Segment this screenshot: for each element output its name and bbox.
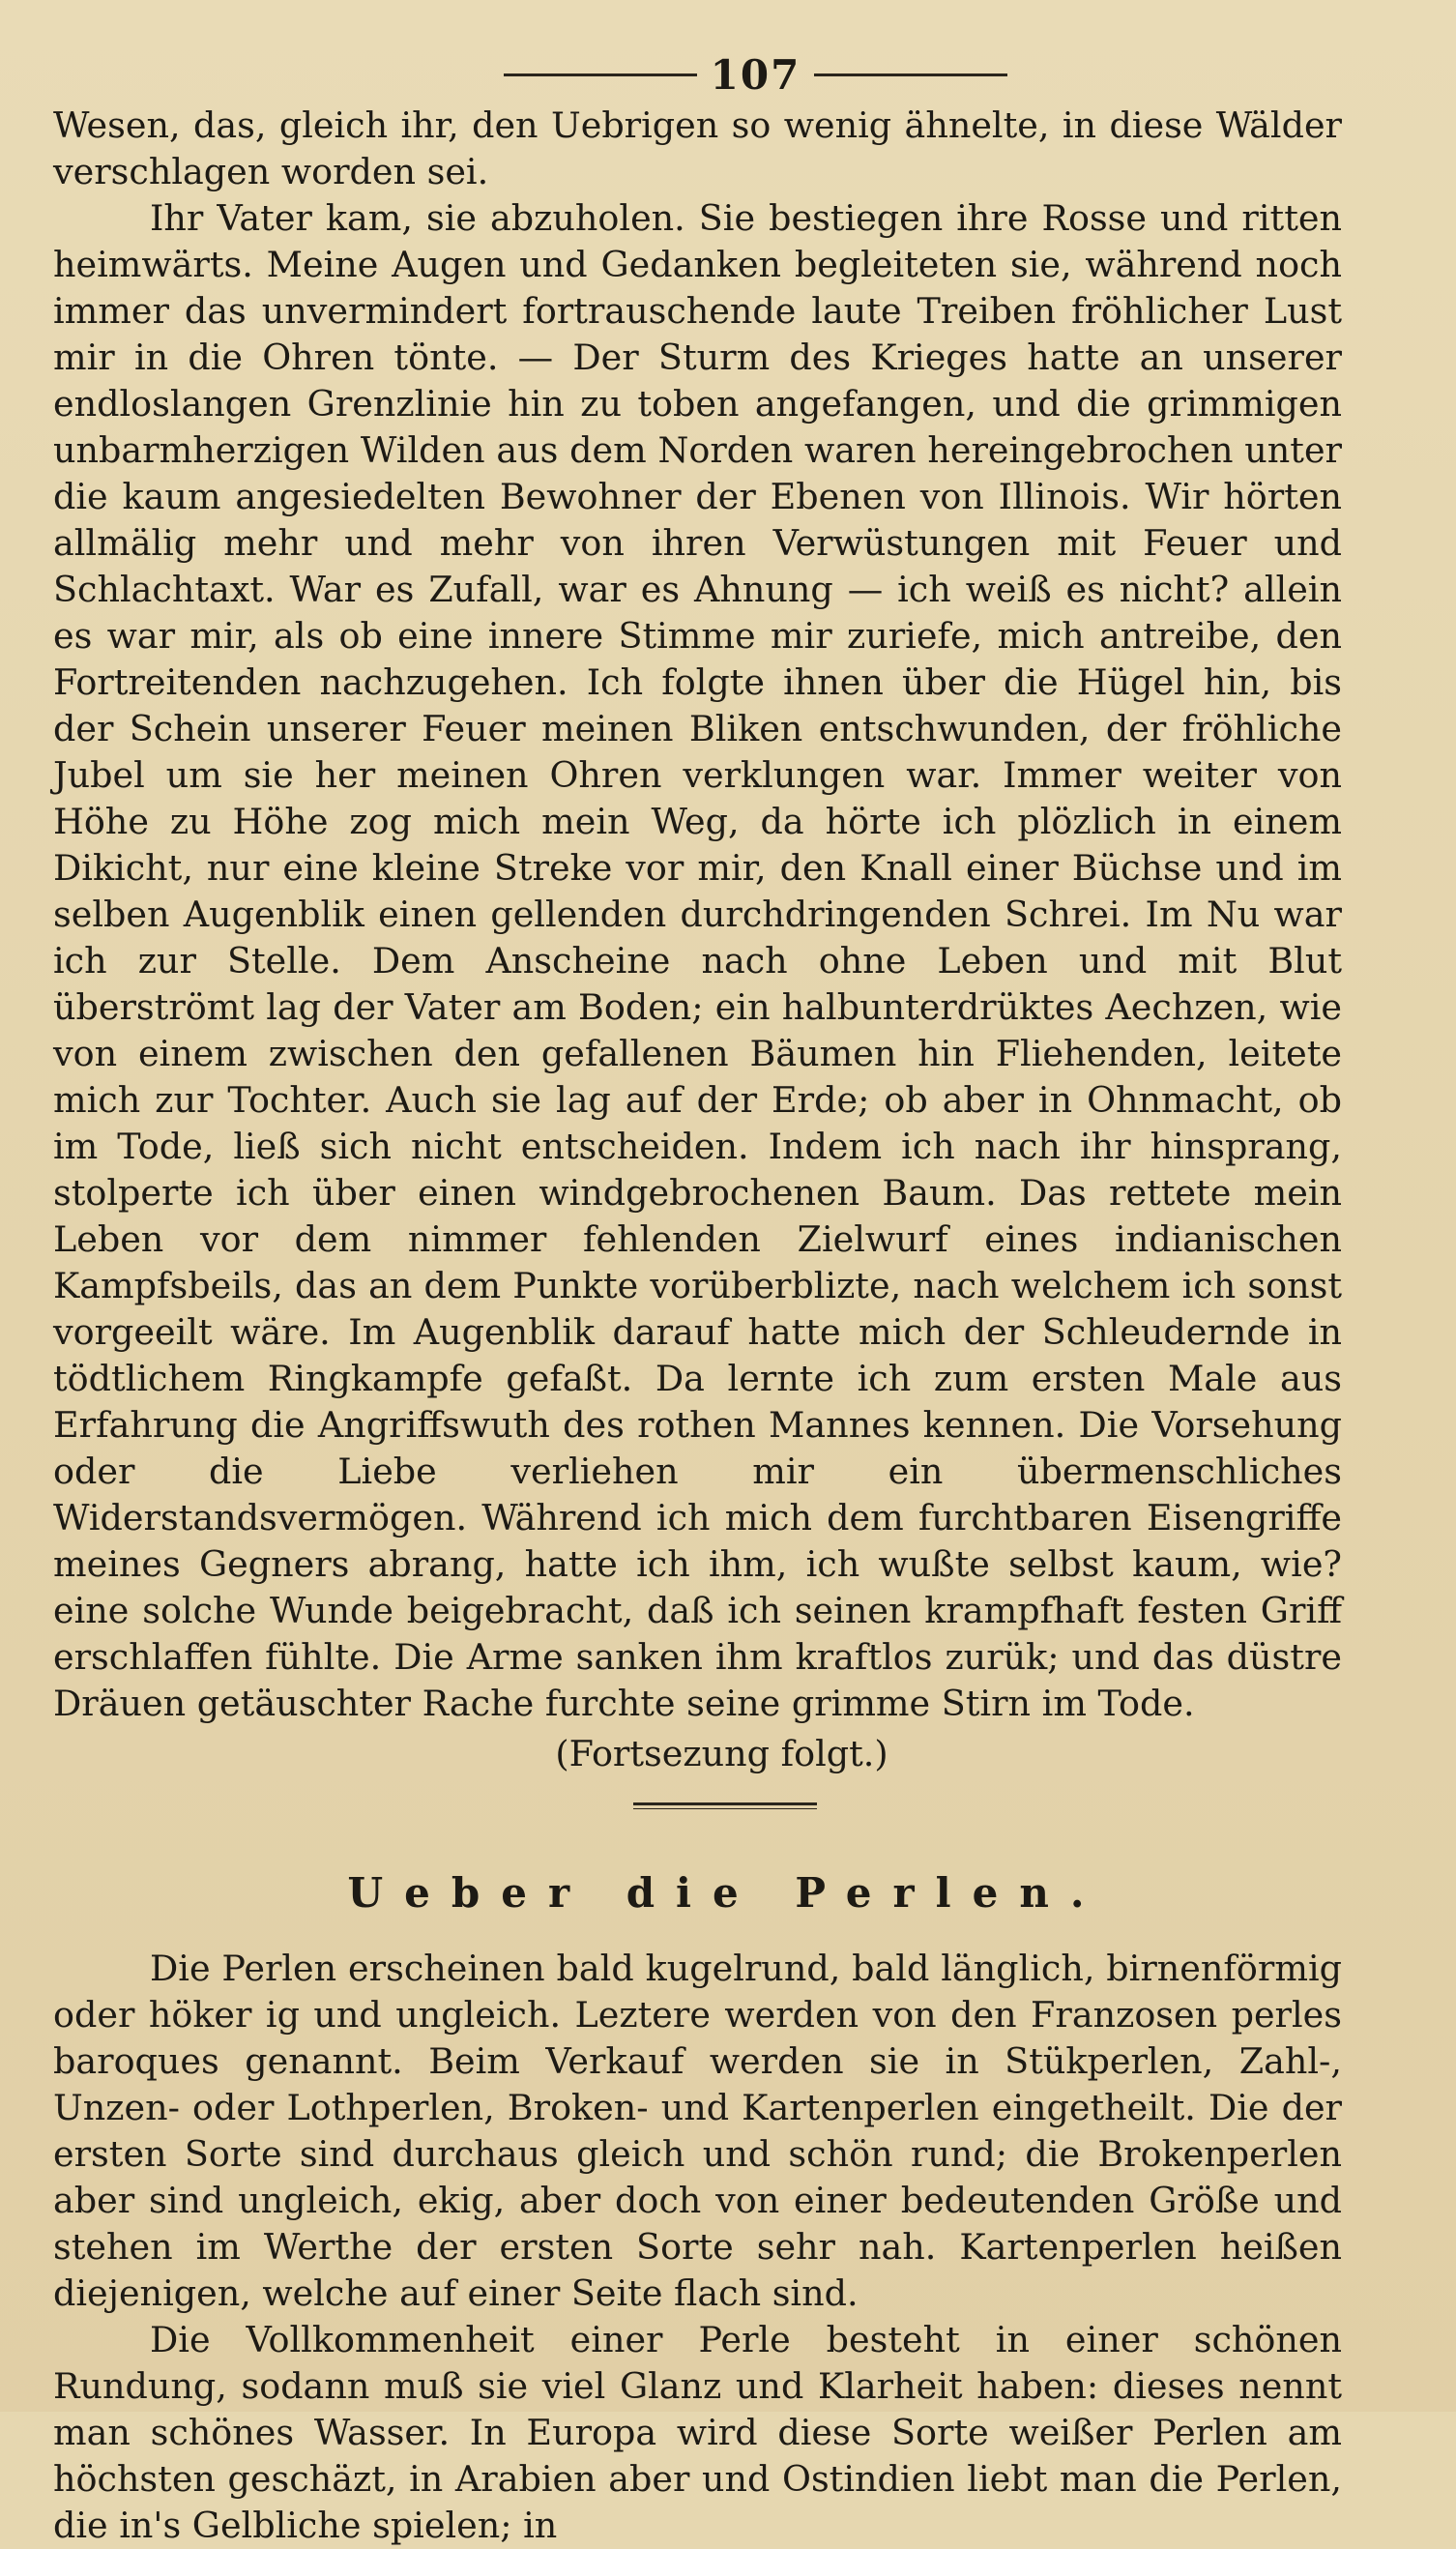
header-rule-right: [814, 73, 1007, 76]
continuation-note: (Fortsezung folgt.): [555, 1733, 888, 1774]
article-section: [53, 1946, 1342, 2549]
article-paragraph: Die Vollkommenheit einer Perle besteht in einer schönen Rundung, sodann muß sie viel Glanz und Klarheit haben: dieses nennt man schönes Wasser. In Europa wird diese Sorte weißer Perlen am höchsten geschäzt, in Arabien aber und Ostindien liebt man die Perlen, die in's Gelbliche spielen; in: [53, 2319, 1342, 2546]
story-paragraph: Ihr Vater kam, sie abzuholen. Sie bestiegen ihre Rosse und ritten heimwärts. Meine Augen und Gedanken begleiteten sie, während noch immer das unvermindert fortrauschende laute Treiben fröhlicher Lust mir in die Ohren tönte. — Der Sturm des Krieges hatte an unserer endloslangen Grenzlinie hin zu toben angefangen, und die grimmigen unbarmherzigen Wilden aus dem Norden waren hereingebrochen unter die kaum angesiedelten Bewohner der Ebenen von Illinois. Wir hörten allmälig mehr und mehr von ihren Verwüstungen mit Feuer und Schlachtaxt. War es Zufall, war es Ahnung — ich weiß es nicht? allein es war mir, als ob eine innere Stimme mir zuriefe, mich antreibe, den Fortreitenden nachzugehen. Ich folgte ihnen über die Hügel hin, bis der Schein unserer Feuer meinen Bliken entschwunden, der fröhliche Jubel um sie her meinen Ohren verklungen war. Immer weiter von Höhe zu Höhe zog mich mein Weg, da hörte ich plözlich in einem Dikicht, nur eine kleine Streke vor mir, den Knall einer Büchse und im selben Augenblik einen gellenden durchdringenden Schrei. Im Nu war ich zur Stelle. Dem Anscheine nach ohne Leben und mit Blut überströmt lag der Vater am Boden; ein halbunterdrüktes Aechzen, wie von einem zwischen den gefallenen Bäumen hin Fliehenden, leitete mich zur Tochter. Auch sie lag auf der Erde; ob aber in Ohnmacht, ob im Tode, ließ sich nicht entscheiden. Indem ich nach ihr hinsprang, stolperte ich über einen windgebrochenen Baum. Das rettete mein Leben vor dem nimmer fehlenden Zielwurf eines indianischen Kampfsbeils, das an dem Punkte vorüberblizte, nach welchem ich sonst vorgeeilt wäre. Im Augenblik darauf hatte mich der Schleudernde in tödtlichem Ringkampfe gefaßt. Da lernte ich zum ersten Male aus Erfahrung die Angriffswuth des rothen Mannes kennen. Die Vorsehung oder die Liebe verliehen mir ein übermenschliches Widerstandsvermögen. Während ich mich dem furchtbaren Eisengriffe meines Gegners abrang, hatte ich ihm, ich wußte selbst kaum, wie? eine solche Wunde beigebracht, daß ich seinen krampfhaft festen Griff erschlaffen fühlte. Die Arme sanken ihm kraftlos zurük; und das düstre Dräuen getäuschter Rache furchte seine grimme Stirn im Tode.: [53, 197, 1342, 1724]
story-paragraph: Wesen, das, gleich ihr, den Uebrigen so wenig ähnelte, in diese Wälder verschlagen worden sei.: [53, 104, 1342, 192]
section-divider: [633, 1802, 817, 1809]
story-section: [53, 103, 1342, 1727]
page-number: 107: [710, 50, 801, 99]
page-header: [169, 46, 1342, 103]
header-rule-left: [504, 73, 697, 76]
article-paragraph: Die Perlen erscheinen bald kugelrund, bald länglich, birnenförmig oder höker ig und ungleich. Leztere werden von den Franzosen perles baroques genannt. Beim Verkauf werden sie in Stükperlen, Zahl-, Unzen- oder Lothperlen, Broken- und Kartenperlen eingetheilt. Die der ersten Sorte sind durchaus gleich und schön rund; die Brokenperlen aber sind ungleich, ekig, aber doch von einer bedeutenden Größe und stehen im Werthe der ersten Sorte sehr nah. Kartenperlen heißen diejenigen, welche auf einer Seite flach sind.: [53, 1948, 1342, 2314]
article-title: Ueber die Perlen.: [347, 1869, 1106, 1917]
